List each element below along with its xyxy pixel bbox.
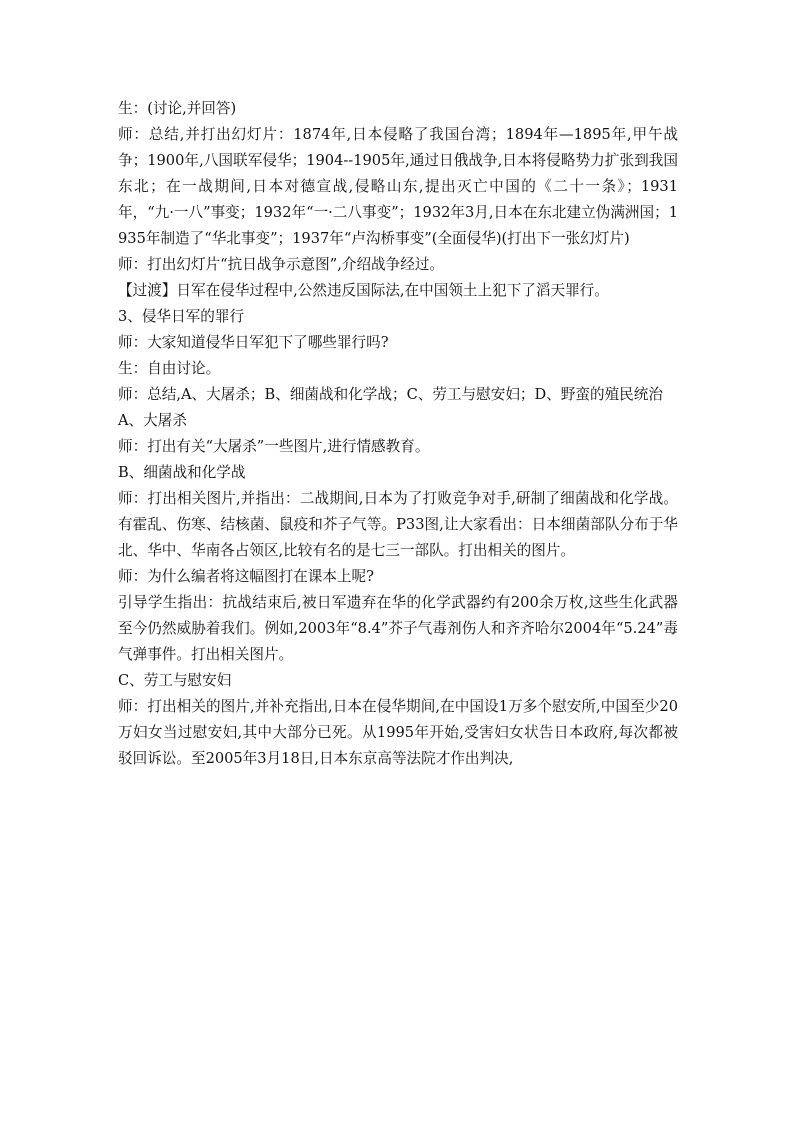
- paragraph-comfort-women: 师：打出相关的图片,并补充指出,日本在侵华期间,在中国设1万多个慰安所,中国至少20万妇女当过慰安妇,其中大部分已死。从1995年开始,受害妇女状告日本政府,每次都被驳回诉讼。至2005年3月18日,日本东京高等法院才作出判决,: [118, 698, 678, 767]
- paragraph-guide-students: 引导学生指出：抗战结束后,被日军遗弃在华的化学武器约有200余万枚,这些生化武器至今仍然威胁着我们。例如,2003年“8.4”芥子气毒剂伤人和齐齐哈尔2004年“5.24”毒气弹事件。打出相关图片。: [118, 594, 678, 663]
- paragraph-teacher-why-question: 师：为什么编者将这幅图打在课本上呢?: [118, 568, 374, 585]
- paragraph-teacher-question: 师：大家知道侵华日军犯下了哪些罪行吗?: [118, 334, 389, 351]
- paragraph-teacher-summary-crimes: 师：总结,A、大屠杀；B、细菌战和化学战；C、劳工与慰安妇；D、野蛮的殖民统治: [118, 386, 663, 403]
- paragraph-teacher-war-map: 师：打出幻灯片“抗日战争示意图”,介绍战争经过。: [118, 256, 445, 273]
- section-heading-crimes: 3、侵华日军的罪行: [118, 308, 245, 325]
- subheading-labor-comfort-women: C、劳工与慰安妇: [118, 672, 232, 689]
- subheading-germ-chemical-warfare: B、细菌战和化学战: [118, 464, 246, 481]
- document-page: [118, 96, 678, 772]
- paragraph-germ-chemical-warfare: 师：打出相关图片,并指出：二战期间,日本为了打败竞争对手,研制了细菌战和化学战。有霍乱、伤寒、结核菌、鼠疫和芥子气等。P33图,让大家看出：日本细菌部队分布于华北、华中、华南各占领区,比较有名的是七三一部队。打出相关的图片。: [118, 490, 678, 559]
- paragraph-massacre-images: 师：打出有关“大屠杀”一些图片,进行情感教育。: [118, 438, 430, 455]
- paragraph-teacher-summary-timeline: 师：总结,并打出幻灯片：1874年,日本侵略了我国台湾；1894年—1895年,甲午战争；1900年,八国联军侵华；1904--1905年,通过日俄战争,日本将侵略势力扩张到我国东北；在一战期间,日本对德宣战,侵略山东,提出灭亡中国的《二十一条》；1931年，“九·一八”事变；1932年“一·二八事变”；1932年3月,日本在东北建立伪满洲国；1935年制造了“华北事变”；1937年“卢沟桥事变”(全面侵华)(打出下一张幻灯片): [118, 126, 678, 247]
- paragraph-student-free-discussion: 生：自由讨论。: [118, 360, 221, 377]
- paragraph-transition: 【过渡】日军在侵华过程中,公然违反国际法,在中国领土上犯下了滔天罪行。: [118, 282, 609, 299]
- paragraph-student-discussion: 生：(讨论,并回答): [118, 100, 237, 117]
- subheading-massacre: A、大屠杀: [118, 412, 187, 429]
